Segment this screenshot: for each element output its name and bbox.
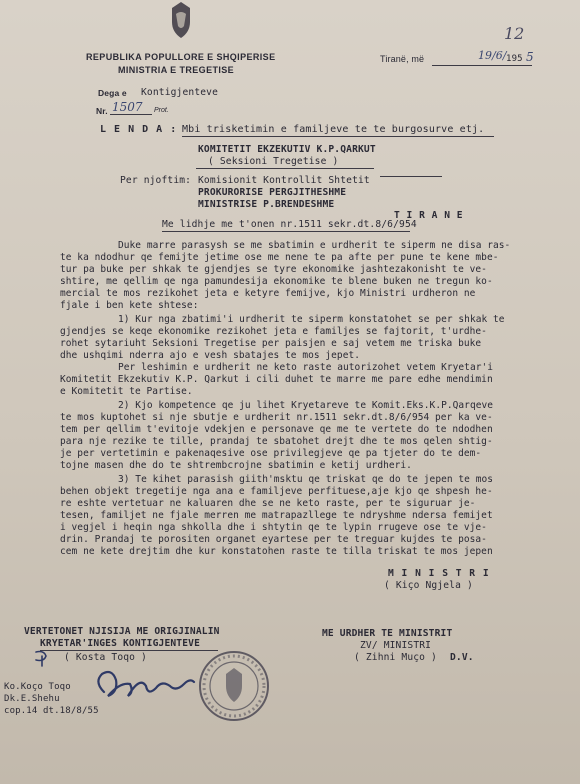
body-line: tur pa buke per shkak te gjendjes se tyre ekonomike jashtezakonisht te ve- [60,264,487,275]
nr-value: 1507 [112,100,143,114]
nr-suffix: Prot. [154,107,169,114]
recipient-main-1: KOMITETIT EKZEKUTIV K.P.QARKUT [198,144,376,155]
dega-value: Kontigjenteve [141,87,219,98]
dega-label: Dega e [98,88,127,98]
info-underline [380,176,442,177]
body-line: cem ne kete drejtim dhe kur konstatohen raste te tilla triskat te mos jepen [60,546,493,557]
body-line: shtire, me qellim qe nga pamundesija ekonomike te blene buken ne tregun ko- [60,276,493,287]
lenda-value: Mbi trisketimin e familjeve te te burgosurve etj. [182,124,485,135]
footer-line: Ko.Koço Toqo [4,682,71,692]
body-line: e Komitetit te Partise. [60,386,193,397]
certification-line-2: KRYETAR'INGES KONTIGJENTEVE [40,638,200,649]
nr-label: Nr. [96,106,108,116]
body-line: fjale i ben kete shtese: [60,300,199,311]
footer-line: Dk.E.Shehu [4,694,60,704]
minister-name: ( Kiço Ngjela ) [384,580,473,591]
city-line: T I R A N E [394,210,464,221]
body-line: Duke marre parasysh se me sbatimin e urdherit te siperm ne disa ras- [118,240,511,251]
official-stamp [196,648,272,724]
body-line: 3) Te kihet parasish giith'msktu qe triskat qe do te jepen te mos [118,474,494,485]
recipient-info-1: Komisionit Kontrollit Shtetit [198,175,370,186]
certification-line-1: VERTETONET NJISIJA ME ORIGJINALIN [24,626,220,637]
certification-name: ( Kosta Toqo ) [64,652,147,663]
place-date-label: Tiranë, më [380,54,425,64]
body-line: 2) Kjo kompetence qe ju lihet Kryetareve te Komit.Eks.K.P.Qarqeve [118,400,494,411]
body-line: te mos kuptohet si nje sbutje e urdherit nr.1511 sekr.dt.8/6/954 per ka ve- [60,412,493,423]
body-line: re eshte vertetuar ne kaluaren dhe se ne keto raste, per te siguruar je- [60,498,476,509]
recipient-info-3: MINISTRISE P.BRENDESHME [198,199,335,210]
body-line: Per leshimin e urdherit ne keto raste autorizohet vetem Kryetar'i [118,362,494,373]
page-number: 12 [504,24,525,43]
body-line: drin. Prandaj te porositen organet eyartese per te treguar kujdes te posa- [60,534,487,545]
body-line: Komitetit Ekzekutiv K.P. Qarkut i cili duhet te marre me pare edhe mendimin [60,374,493,385]
body-line: tem per qellim t'evitoje vdekjen e personave qe me te vertete do te ndodhen [60,424,493,435]
emblem-icon [168,0,194,40]
body-line: rohet sytariuht Seksioni Tregetise per paisjen e saj vetem me triska buke [60,338,482,349]
minister-title: M I N I S T R I [388,568,490,579]
initial-mark [30,648,56,668]
body-line: i vegjel i heqin nga shkolla dhe i shtytin qe te lypin rrugeve ose te vje- [60,522,487,533]
lenda-underline [182,136,494,137]
year-suffix: 5 [526,50,534,64]
reference-line: Me lidhje me t'onen nr.1511 sekr.dt.8/6/954 [162,219,417,230]
handwritten-signature [90,662,200,706]
body-line: je per vertetimin e pakenaqesive ose privilegjeve qe pa tjeter do te dem- [60,448,482,459]
recipient-info-2: PROKURORISE PERGJITHESHME [198,187,347,198]
reference-underline [162,231,410,232]
body-line: para nje rezike te tille, prandaj te sbatohet drejt dhe te mos qelen shtig- [60,436,493,447]
order-label: ME URDHER TE MINISTRIT [322,628,453,639]
republic-heading: REPUBLIKA POPULLORE E SHQIPERISE [86,52,276,62]
date-handwritten: 19/6/ [478,49,507,62]
per-njoftim-label: Per njoftim: [120,175,192,186]
lenda-label: L E N D A : [100,124,178,135]
year-prefix: 195 [506,54,523,64]
body-line: gjendjes se keqe ekonomike rezikohet jeta e familjes se fajtorit, t'urdhe- [60,326,487,337]
body-line: mercial te mos rezikohet jeta e ketyre femijve, kjo Ministri urdheron ne [60,288,476,299]
dv-mark: D.V. [450,652,474,663]
date-underline [432,65,532,66]
certification-underline [40,650,218,651]
body-line: tojne masen dhe do te shtrembcrojne sbatimin e ketij urdheri. [60,460,412,471]
ministry-heading: MINISTRIA E TREGETISE [118,65,235,75]
recipient-main-2: ( Seksioni Tregetise ) [208,156,339,167]
body-line: behen objekt tregetije nga ana e familjeve perfituese,aje kjo qe shpesh he- [60,486,493,497]
body-line: tesen, familjet ne fjale merren me matrapazllege te ndryshme ndersa femijet [60,510,493,521]
deputy-name: ( Zihni Muço ) [354,652,437,663]
body-line: te ka ndodhur qe femijte jetime ose me nene te pa afte per pune te kene mbe- [60,252,499,263]
body-line: 1) Kur nga zbatimi'i urdherit te siperm konstatohet se per shkak te [118,314,505,325]
body-line: dhe ushqimi nderra ajo e vesh sbatajes te mos jepet. [60,350,361,361]
nr-underline [110,114,152,115]
footer-line: cop.14 dt.18/8/55 [4,706,99,716]
recipient-underline [196,168,374,169]
deputy-title: ZV/ MINISTRI [360,640,432,651]
